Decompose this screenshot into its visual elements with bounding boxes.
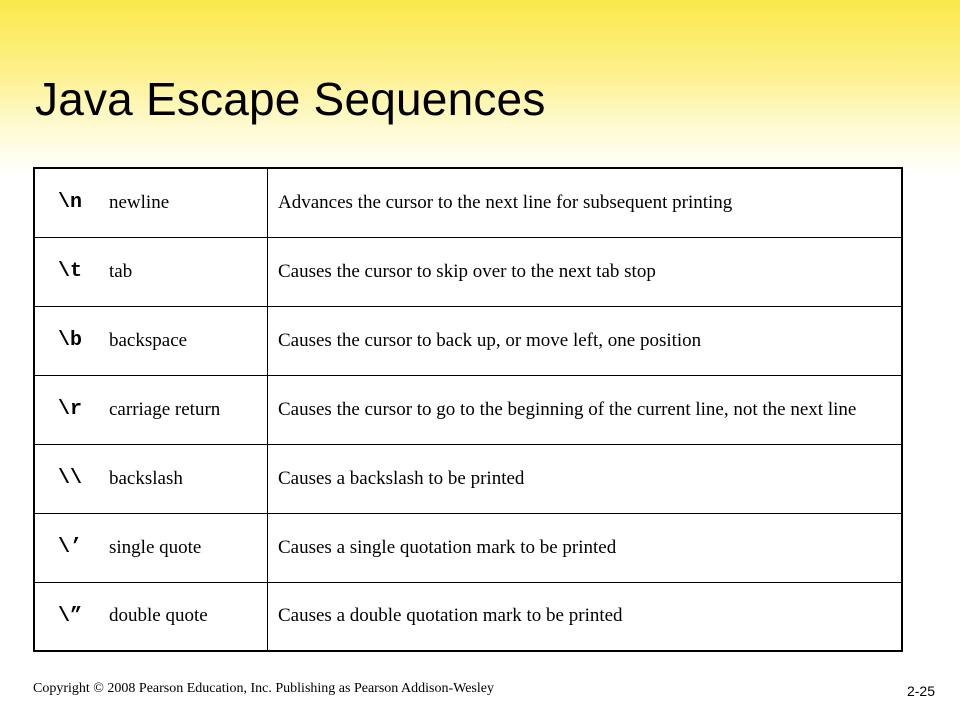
escape-sequence-table — [33, 167, 903, 652]
escape-description-cell: Causes a double quotation mark to be printed — [268, 582, 903, 651]
table-row — [34, 513, 902, 582]
table-row — [34, 582, 902, 651]
escape-name-cell: double quote — [105, 582, 268, 651]
escape-description-cell: Causes the cursor to go to the beginning of the current line, not the next line — [268, 375, 903, 444]
escape-sequence-cell: \’ — [34, 513, 105, 582]
slide-title: Java Escape Sequences — [35, 73, 546, 125]
escape-name-cell: newline — [105, 168, 268, 237]
escape-name-cell: tab — [105, 237, 268, 306]
table-row — [34, 375, 902, 444]
table-row — [34, 168, 902, 237]
copyright-footer: Copyright © 2008 Pearson Education, Inc. Publishing as Pearson Addison-Wesley — [33, 681, 494, 696]
escape-description-cell: Causes the cursor to skip over to the next tab stop — [268, 237, 903, 306]
escape-description-cell: Advances the cursor to the next line for subsequent printing — [268, 168, 903, 237]
table-row — [34, 306, 902, 375]
table-row — [34, 444, 902, 513]
escape-sequence-cell: \” — [34, 582, 105, 651]
escape-name-cell: backspace — [105, 306, 268, 375]
escape-sequence-cell: \\ — [34, 444, 105, 513]
escape-description-cell: Causes a single quotation mark to be printed — [268, 513, 903, 582]
escape-description-cell: Causes the cursor to back up, or move left, one position — [268, 306, 903, 375]
escape-sequence-cell: \n — [34, 168, 105, 237]
escape-sequence-cell: \t — [34, 237, 105, 306]
escape-name-cell: carriage return — [105, 375, 268, 444]
escape-name-cell: backslash — [105, 444, 268, 513]
escape-sequence-cell: \r — [34, 375, 105, 444]
table-row — [34, 237, 902, 306]
escape-sequence-cell: \b — [34, 306, 105, 375]
escape-description-cell: Causes a backslash to be printed — [268, 444, 903, 513]
page-number: 2-25 — [906, 683, 935, 699]
escape-name-cell: single quote — [105, 513, 268, 582]
